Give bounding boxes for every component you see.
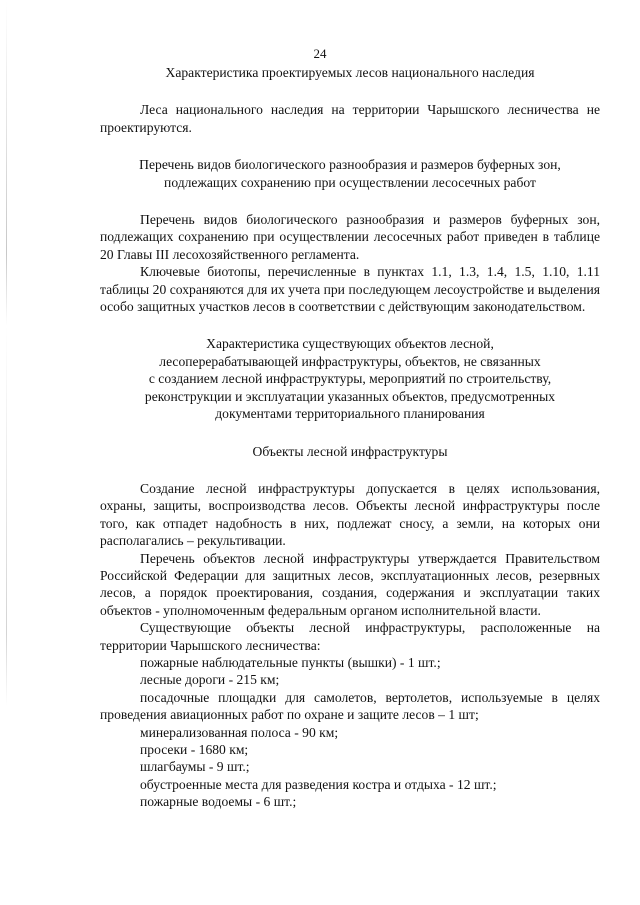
infrastructure-paragraph-3: Существующие объекты лесной инфраструктуры, расположенные на территории Чарышского лесничества: (100, 620, 600, 653)
list-item: посадочные площадки для самолетов, вертолетов, используемые в целях проведения авиационных работ по охране и защите лесов – 1 шт; (100, 689, 600, 723)
objects-title-line-5: документами территориального планирования (215, 406, 485, 422)
infrastructure-paragraph-2: Перечень объектов лесной инфраструктуры утверждается Правительством Российской Федерации для защитных лесов, эксплуатационных лесов, резервных лесов, а порядок проектирования, создания, содержания и эксплуатации таких объектов - уполномоченным федеральным органом исполнительной власти. (100, 550, 600, 618)
heritage-title: Характеристика проектируемых лесов национального наследия (165, 65, 535, 80)
list-item: пожарные наблюдательные пункты (вышки) - 1 шт.; (140, 654, 441, 670)
page-content (100, 64, 600, 811)
list-item: пожарные водоемы - 6 шт.; (140, 794, 297, 810)
list-item: шлагбаумы - 9 шт.; (140, 759, 250, 775)
heritage-text: Леса национального наследия на территории Чарышского лесничества не проектируются. (100, 102, 600, 135)
scan-edge-artifact (6, 0, 7, 905)
list-item: лесные дороги - 215 км; (140, 672, 280, 688)
infrastructure-list (100, 654, 600, 811)
objects-title-line-3: с созданием лесной инфраструктуры, мероприятий по строительству, (148, 371, 552, 387)
objects-title-line-4: реконструкции и эксплуатации указанных объектов, предусмотренных (144, 388, 556, 404)
list-item: минерализованная полоса - 90 км; (140, 724, 339, 740)
objects-title-line-2: лесоперерабатывающей инфраструктуры, объектов, не связанных (159, 353, 541, 369)
list-item: просеки - 1680 км; (140, 742, 249, 757)
list-item: обустроенные места для разведения костра и отдыха - 12 шт.; (140, 776, 497, 792)
biodiversity-paragraph-2: Ключевые биотопы, перечисленные в пунктах 1.1, 1.3, 1.4, 1.5, 1.10, 1.11 таблицы 20 сохраняются для их учета при последующем лесоустройстве и выделения особо защитных участков лесов в соответствии с действующим законодательством. (100, 264, 600, 315)
biodiversity-title-line-2: подлежащих сохранению при осуществлении лесосечных работ (164, 174, 536, 190)
biodiversity-title-line-1: Перечень видов биологического разнообразия и размеров буферных зон, (139, 157, 561, 173)
page-number: 24 (313, 46, 327, 61)
biodiversity-paragraph-1: Перечень видов биологического разнообразия и размеров буферных зон, подлежащих сохранению при осуществлении лесосечных работ приведен в таблице 20 Главы III лесохозяйственного регламента. (100, 212, 600, 262)
infrastructure-title: Объекты лесной инфраструктуры (252, 443, 448, 459)
infrastructure-paragraph-1: Создание лесной инфраструктуры допускается в целях использования, охраны, защиты, воспроизводства лесов. Объекты лесной инфраструктуры после того, как отпадет надобность в них, подлежат сносу, а земли, на которых они располагались – рекультивации. (100, 480, 600, 549)
objects-title-line-1: Характеристика существующих объектов лесной, (206, 336, 494, 352)
